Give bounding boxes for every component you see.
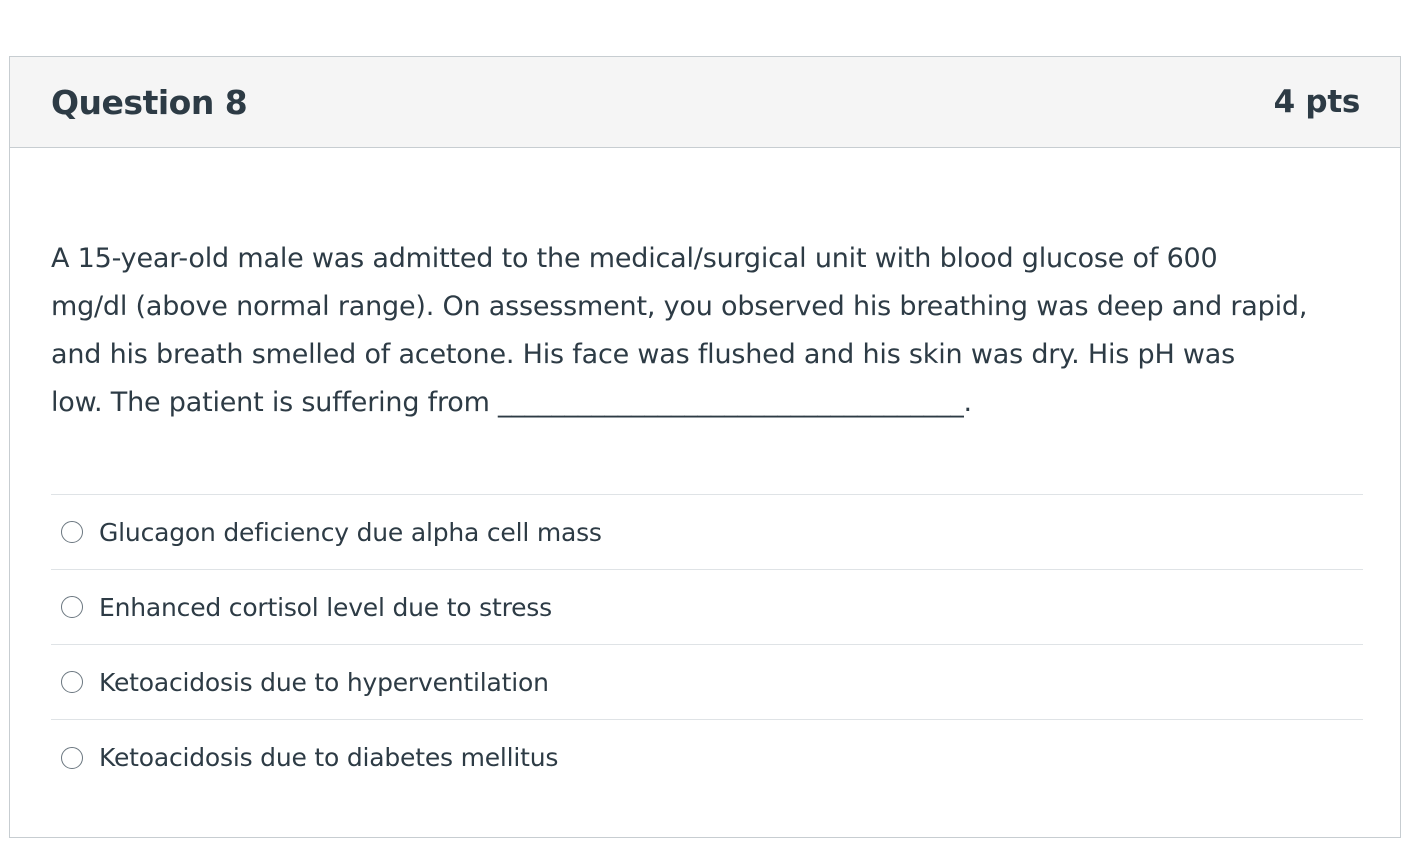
question-card — [9, 56, 1401, 838]
question-header — [10, 57, 1400, 148]
question-text: A 15-year-old male was admitted to the medical/surgical unit with blood glucose of 600 mg/dl (above normal range). On assessment, you observed his breathing was deep and rapid, and his breath smelled of acetone. His face was flushed and his skin was dry. His pH was low. The patient is suffering from ___________________________________. — [51, 243, 1308, 418]
radio-button[interactable] — [61, 596, 83, 618]
answer-label: Glucagon deficiency due alpha cell mass — [99, 517, 602, 547]
question-points: 4 pts — [1273, 84, 1360, 120]
question-title: Question 8 — [51, 82, 248, 122]
answer-option[interactable] — [51, 570, 1363, 645]
radio-button[interactable] — [61, 747, 83, 769]
answer-option[interactable] — [51, 720, 1363, 795]
answer-label: Enhanced cortisol level due to stress — [99, 592, 552, 622]
answer-option[interactable] — [51, 645, 1363, 720]
answer-list — [51, 494, 1363, 795]
radio-button[interactable] — [61, 671, 83, 693]
answer-label: Ketoacidosis due to diabetes mellitus — [99, 743, 559, 772]
radio-button[interactable] — [61, 521, 83, 543]
answer-label: Ketoacidosis due to hyperventilation — [99, 667, 549, 697]
question-body — [51, 235, 1363, 427]
answer-option[interactable] — [51, 495, 1363, 570]
